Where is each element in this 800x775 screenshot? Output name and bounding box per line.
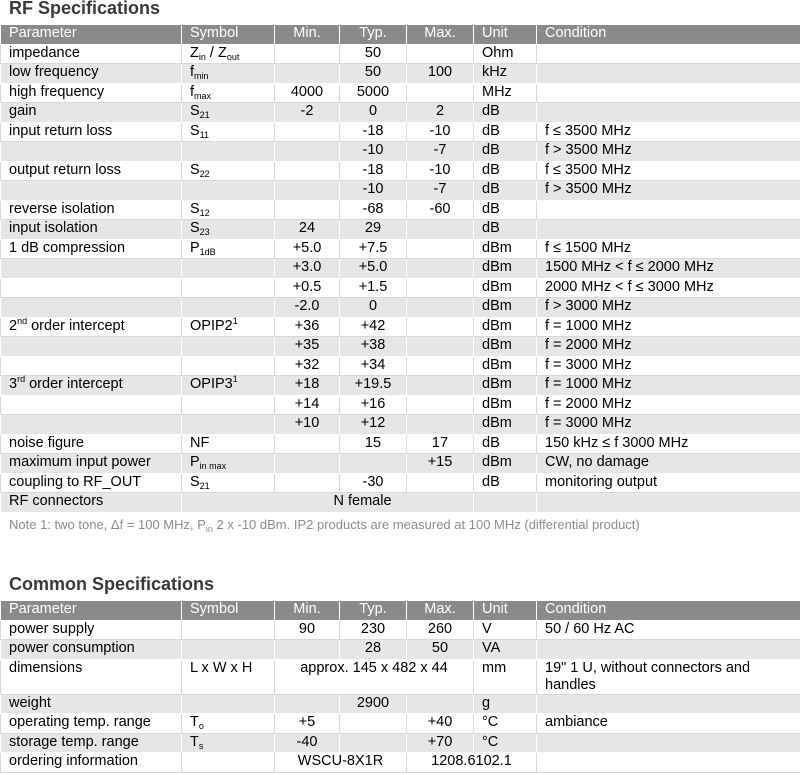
cell-symbol [182,640,275,660]
table-row [1,278,800,298]
cell-max [407,694,474,714]
cell-condition: 2000 MHz < f ≤ 3000 MHz [537,278,800,298]
cell-parameter: low frequency [1,64,182,84]
cell-parameter: RF connectors [1,493,182,513]
cell-unit: dBm [474,239,537,259]
table-row [1,640,800,660]
rf-footnote [9,517,640,532]
cell-unit: mm [474,659,537,694]
table-row [1,694,800,714]
cell-condition: f = 1000 MHz [537,317,800,337]
cell-symbol [182,298,275,318]
cell-typ: 50 [340,44,407,64]
cell-condition: f > 3500 MHz [537,181,800,201]
cell-condition: f = 2000 MHz [537,395,800,415]
table-row [1,298,800,318]
table-row [1,220,800,240]
cell-max [407,220,474,240]
cell-unit: dBm [474,278,537,298]
cell-parameter: reverse isolation [1,200,182,220]
cell-condition [537,220,800,240]
cell-min: +14 [275,395,340,415]
cell-unit: dB [474,220,537,240]
cell-min [275,454,340,474]
cell-max: 17 [407,434,474,454]
table-row [1,44,800,64]
cell-typ: +42 [340,317,407,337]
cell-typ: -18 [340,161,407,181]
footnote-sub: in [205,524,213,534]
cell-min: +35 [275,337,340,357]
header-unit: Unit [474,601,537,621]
cell-min: +10 [275,415,340,435]
cell-unit: dB [474,181,537,201]
cell-typ: 5000 [340,83,407,103]
cell-max: +70 [407,733,474,753]
cell-typ: +1.5 [340,278,407,298]
cell-symbol: $f_{max}$ [182,83,275,103]
table-row [1,317,800,337]
cell-min: +5.0 [275,239,340,259]
cell-unit: dBm [474,415,537,435]
cell-min [275,161,340,181]
cell-parameter: storage temp. range [1,733,182,753]
cell-symbol [182,259,275,279]
cell-typ: +19.5 [340,376,407,396]
cell-unit: dB [474,200,537,220]
header-condition: Condition [537,25,800,45]
cell-parameter [1,415,182,435]
cell-symbol [182,356,275,376]
cell-symbol: $S_{12}$ [182,200,275,220]
table-row [1,356,800,376]
cell-max [407,259,474,279]
cell-typ: +7.5 [340,239,407,259]
cell-parameter [1,259,182,279]
cell-max: 260 [407,620,474,640]
cell-symbol [182,620,275,640]
cell-unit: °C [474,714,537,734]
cell-condition: f ≤ 3500 MHz [537,161,800,181]
cell-unit: VA [474,640,537,660]
cell-typ: 29 [340,220,407,240]
cell-symbol [182,181,275,201]
header-min: Min. [275,601,340,621]
cell-min [275,122,340,142]
cell-parameter: gain [1,103,182,123]
table-row-ordering [1,753,800,773]
cell-symbol [182,395,275,415]
cell-min [275,694,340,714]
cell-symbol: $OPIP3^1$ [182,376,275,396]
cell-unit: °C [474,733,537,753]
table-row [1,142,800,162]
cell-typ: +5.0 [340,259,407,279]
cell-parameter [1,337,182,357]
cell-max: -7 [407,181,474,201]
cell-typ: 2900 [340,694,407,714]
cell-unit: dBm [474,454,537,474]
cell-min [275,142,340,162]
header-symbol: Symbol [182,25,275,45]
cell-condition [537,733,800,753]
cell-min: -40 [275,733,340,753]
cell-parameter [1,298,182,318]
table-row [1,122,800,142]
cell-unit: dB [474,103,537,123]
cell-typ: 50 [340,64,407,84]
cell-symbol [182,278,275,298]
cell-condition [537,44,800,64]
cell-parameter: dimensions [1,659,182,694]
cell-symbol [182,753,275,773]
cell-symbol: $Z_{in} / Z_{out}$ [182,44,275,64]
cell-unit: dBm [474,395,537,415]
cell-parameter: noise figure [1,434,182,454]
cell-symbol: $P_{1dB}$ [182,239,275,259]
cell-unit: dBm [474,376,537,396]
cell-max [407,473,474,493]
cell-condition: ambiance [537,714,800,734]
cell-typ: -30 [340,473,407,493]
cell-symbol: $S_{22}$ [182,161,275,181]
header-max: Max. [407,601,474,621]
cell-symbol: $T_o$ [182,714,275,734]
table-row [1,376,800,396]
cell-condition: 50 / 60 Hz AC [537,620,800,640]
table-row [1,239,800,259]
cell-connector-value: N female [182,493,474,513]
cell-min [275,64,340,84]
table-row [1,64,800,84]
cell-max: 50 [407,640,474,660]
table-row [1,259,800,279]
cell-max [407,395,474,415]
cell-max [407,317,474,337]
table-row [1,181,800,201]
cell-typ: 230 [340,620,407,640]
cell-max [407,415,474,435]
cell-max: -60 [407,200,474,220]
header-typ: Typ. [340,601,407,621]
cell-symbol: $S_{21}$ [182,473,275,493]
cell-parameter: power supply [1,620,182,640]
table-row [1,337,800,357]
cell-max: +15 [407,454,474,474]
table-row [1,454,800,474]
cell-unit: dBm [474,337,537,357]
header-min: Min. [275,25,340,45]
cell-min: +5 [275,714,340,734]
header-max: Max. [407,25,474,45]
cell-condition: 1500 MHz < f ≤ 2000 MHz [537,259,800,279]
cell-parameter [1,142,182,162]
cell-condition: f > 3500 MHz [537,142,800,162]
header-condition: Condition [537,601,800,621]
cell-dimensions-value: approx. 145 x 482 x 44 [275,659,474,694]
cell-unit: dBm [474,259,537,279]
cell-typ: 28 [340,640,407,660]
cell-typ: +12 [340,415,407,435]
cell-min: +3.0 [275,259,340,279]
cell-max [407,278,474,298]
cell-unit [474,493,537,513]
cell-condition: CW, no damage [537,454,800,474]
cell-min [275,473,340,493]
cell-symbol [182,694,275,714]
cell-parameter [1,181,182,201]
cell-unit: dBm [474,356,537,376]
table-row [1,200,800,220]
cell-parameter: input isolation [1,220,182,240]
cell-unit: dB [474,122,537,142]
cell-condition [537,200,800,220]
table-row [1,83,800,103]
cell-unit: dB [474,161,537,181]
cell-condition [537,103,800,123]
cell-condition: 150 kHz ≤ f 3000 MHz [537,434,800,454]
cell-min: +32 [275,356,340,376]
cell-min: -2.0 [275,298,340,318]
cell-condition: f = 3000 MHz [537,415,800,435]
cell-unit: kHz [474,64,537,84]
cell-condition: f = 3000 MHz [537,356,800,376]
cell-unit: V [474,620,537,640]
cell-condition: f = 2000 MHz [537,337,800,357]
rf-spec-table [0,24,800,513]
cell-max [407,44,474,64]
cell-parameter [1,356,182,376]
cell-min: -2 [275,103,340,123]
header-symbol: Symbol [182,601,275,621]
cell-max [407,376,474,396]
cell-symbol: L x W x H [182,659,275,694]
cell-typ: +16 [340,395,407,415]
cell-condition [537,694,800,714]
footnote-rest: 2 x -10 dBm. IP2 products are measured at 100 MHz (differential product) [212,517,640,532]
cell-condition: f ≤ 3500 MHz [537,122,800,142]
table-row [1,714,800,734]
common-spec-table [0,600,800,773]
cell-parameter: output return loss [1,161,182,181]
table-row [1,434,800,454]
cell-min: 24 [275,220,340,240]
cell-typ: -68 [340,200,407,220]
cell-parameter: high frequency [1,83,182,103]
cell-typ [340,714,407,734]
cell-max: 100 [407,64,474,84]
cell-min: 90 [275,620,340,640]
cell-unit: dB [474,434,537,454]
cell-condition [537,753,800,773]
cell-symbol: $S_{21}$ [182,103,275,123]
table-row [1,473,800,493]
header-unit: Unit [474,25,537,45]
cell-unit: Ohm [474,44,537,64]
cell-symbol [182,337,275,357]
cell-min [275,200,340,220]
cell-symbol: $f_{min}$ [182,64,275,84]
cell-condition: f = 1000 MHz [537,376,800,396]
cell-condition [537,64,800,84]
cell-symbol: NF [182,434,275,454]
cell-max: -10 [407,161,474,181]
cell-parameter [1,278,182,298]
cell-condition [537,493,800,513]
cell-typ: +34 [340,356,407,376]
cell-typ [340,454,407,474]
cell-min [275,640,340,660]
header-parameter: Parameter [1,25,182,45]
cell-typ: -10 [340,142,407,162]
cell-min: +36 [275,317,340,337]
common-header-row [1,601,800,621]
cell-typ: -10 [340,181,407,201]
cell-condition: f ≤ 1500 MHz [537,239,800,259]
cell-parameter: 2nd order intercept [1,317,182,337]
cell-parameter: impedance [1,44,182,64]
cell-symbol: $P_{in max}$ [182,454,275,474]
table-row [1,395,800,415]
cell-symbol: $T_s$ [182,733,275,753]
cell-max: -7 [407,142,474,162]
cell-min [275,434,340,454]
cell-parameter: 3rd order intercept [1,376,182,396]
cell-max [407,298,474,318]
cell-unit: g [474,694,537,714]
cell-condition [537,640,800,660]
cell-model: WSCU-8X1R [275,753,407,773]
cell-parameter: input return loss [1,122,182,142]
cell-unit: dB [474,473,537,493]
cell-unit: dBm [474,298,537,318]
cell-condition: monitoring output [537,473,800,493]
cell-parameter: operating temp. range [1,714,182,734]
cell-parameter: ordering information [1,753,182,773]
table-row [1,103,800,123]
cell-max [407,83,474,103]
cell-max [407,337,474,357]
table-row [1,161,800,181]
cell-max: 2 [407,103,474,123]
cell-min: 4000 [275,83,340,103]
rf-header-row [1,25,800,45]
cell-symbol: $S_{23}$ [182,220,275,240]
footnote-text: Note 1: two tone, Δf = 100 MHz, P [9,517,206,532]
header-parameter: Parameter [1,601,182,621]
cell-min [275,44,340,64]
table-row [1,733,800,753]
common-section-title: Common Specifications [9,574,215,594]
cell-min: +0.5 [275,278,340,298]
cell-parameter: maximum input power [1,454,182,474]
cell-unit: MHz [474,83,537,103]
cell-max [407,239,474,259]
table-row-rf-connectors [1,493,800,513]
cell-parameter: power consumption [1,640,182,660]
cell-max [407,356,474,376]
cell-typ: -18 [340,122,407,142]
table-row [1,415,800,435]
cell-max: -10 [407,122,474,142]
cell-max: +40 [407,714,474,734]
cell-condition [537,83,800,103]
table-row [1,620,800,640]
cell-typ: +38 [340,337,407,357]
cell-typ: 0 [340,103,407,123]
cell-parameter: coupling to RF_OUT [1,473,182,493]
rf-section-title: RF Specifications [9,0,161,18]
cell-condition: f > 3000 MHz [537,298,800,318]
cell-typ: 15 [340,434,407,454]
cell-typ: 0 [340,298,407,318]
cell-symbol: $S_{11}$ [182,122,275,142]
cell-order-number: 1208.6102.1 [407,753,537,773]
cell-unit: dB [474,142,537,162]
cell-unit: dBm [474,317,537,337]
cell-min: +18 [275,376,340,396]
cell-parameter: weight [1,694,182,714]
cell-parameter: 1 dB compression [1,239,182,259]
cell-min [275,181,340,201]
cell-symbol: $OPIP2^1$ [182,317,275,337]
cell-parameter [1,395,182,415]
cell-symbol [182,142,275,162]
cell-typ [340,733,407,753]
cell-symbol [182,415,275,435]
cell-condition: 19" 1 U, without connectors and handles [537,659,800,694]
header-typ: Typ. [340,25,407,45]
table-row-dimensions [1,659,800,694]
